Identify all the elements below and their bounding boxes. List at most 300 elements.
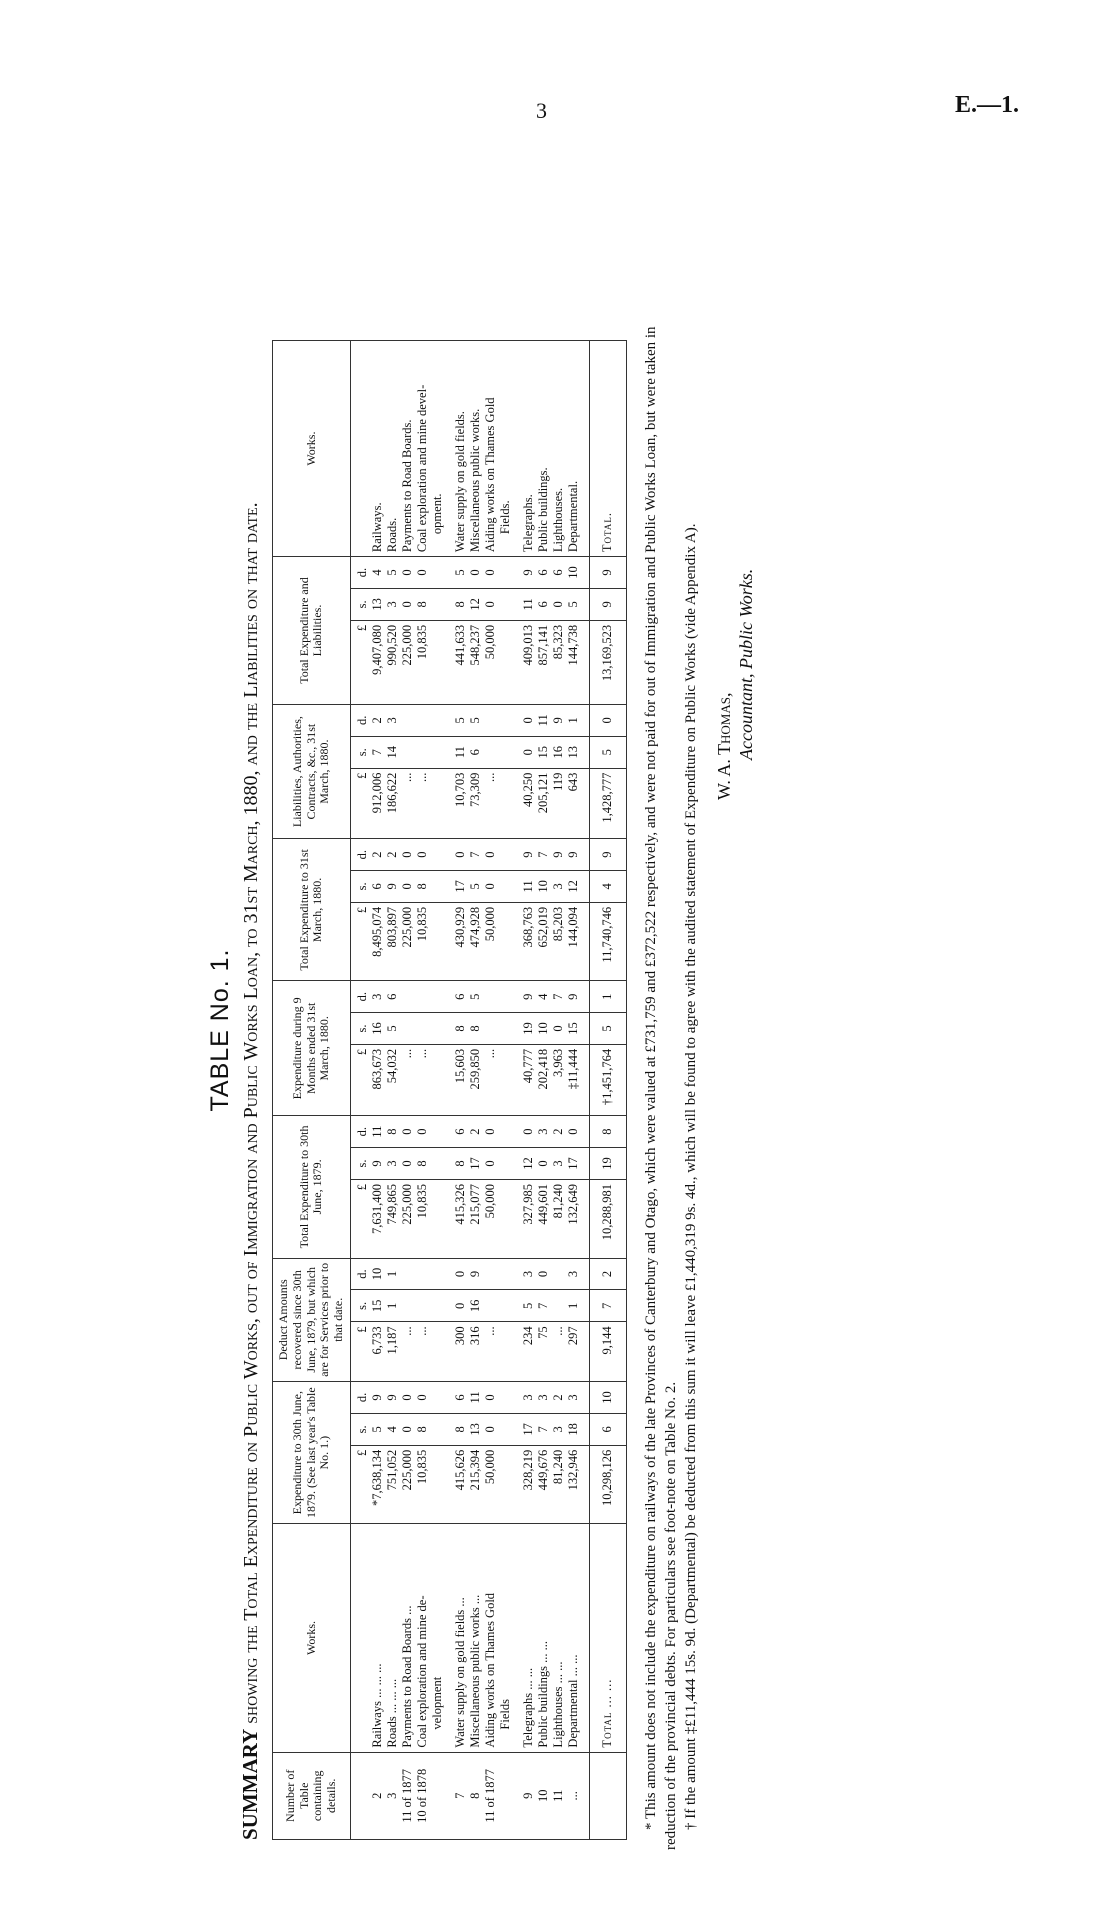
total-to-1880-pounds-cell: 11,740,746 bbox=[589, 902, 626, 981]
table-row bbox=[468, 341, 483, 1840]
exp-to-1879-shillings-cell: 0 bbox=[400, 1413, 415, 1445]
total-exp-liab-pounds-cell: 409,013 bbox=[521, 620, 536, 704]
table-body bbox=[350, 341, 626, 1840]
total-exp-liab-pence-cell: 5 bbox=[385, 557, 400, 589]
total-to-1879-shillings-cell bbox=[430, 1148, 445, 1180]
total-exp-liab-pounds-cell: 9,407,080 bbox=[370, 620, 385, 704]
deduct-shillings-cell bbox=[498, 1290, 513, 1322]
spacer-cell bbox=[581, 620, 590, 704]
unit-shilling: s. bbox=[350, 588, 370, 620]
deduct-shillings-cell bbox=[430, 1290, 445, 1322]
total-to-1880-shillings-cell bbox=[430, 870, 445, 902]
works-right-cell: Public buildings. bbox=[536, 341, 551, 557]
total-exp-liab-shillings-cell: 3 bbox=[385, 588, 400, 620]
table-row bbox=[370, 341, 385, 1840]
total-to-1880-pounds-cell: 652,019 bbox=[536, 902, 551, 981]
works-right-cell: Miscellaneous public works. bbox=[468, 341, 483, 557]
deduct-pence-cell: 3 bbox=[566, 1258, 581, 1290]
paper-reference: E.—1. bbox=[955, 92, 1020, 118]
total-to-1880-pence-cell: 7 bbox=[468, 839, 483, 871]
exp-9-months-shillings-cell: 8 bbox=[468, 1013, 483, 1045]
total-to-1880-pounds-cell: 10,835 bbox=[415, 902, 430, 981]
table-ref-cell bbox=[589, 1752, 626, 1839]
liabilities-shillings-cell: 13 bbox=[566, 736, 581, 768]
spacer-cell bbox=[513, 1445, 521, 1524]
total-exp-liab-pence-cell: 10 bbox=[566, 557, 581, 589]
exp-9-months-shillings-cell bbox=[498, 1013, 513, 1045]
total-exp-liab-pence-cell: 0 bbox=[483, 557, 498, 589]
unit-pence: d. bbox=[350, 839, 370, 871]
exp-9-months-shillings-cell bbox=[415, 1013, 430, 1045]
total-to-1879-shillings-cell: 8 bbox=[415, 1148, 430, 1180]
table-row bbox=[536, 341, 551, 1840]
exp-9-months-pounds-cell: †1,451,764 bbox=[589, 1044, 626, 1115]
deduct-pence-cell bbox=[551, 1258, 566, 1290]
liabilities-shillings-cell: 6 bbox=[468, 736, 483, 768]
table-ref-cell bbox=[498, 1752, 513, 1839]
spacer-cell bbox=[513, 620, 521, 704]
spacer-cell bbox=[581, 902, 590, 981]
spacer-cell bbox=[513, 1013, 521, 1045]
total-exp-liab-pence-cell: 5 bbox=[453, 557, 468, 589]
spacer-cell bbox=[581, 981, 590, 1013]
total-to-1879-pounds-cell: 215,077 bbox=[468, 1179, 483, 1258]
liabilities-shillings-cell: 0 bbox=[521, 736, 536, 768]
exp-to-1879-pence-cell: 2 bbox=[551, 1381, 566, 1413]
exp-9-months-pence-cell bbox=[415, 981, 430, 1013]
spacer-cell bbox=[445, 1524, 453, 1752]
total-exp-liab-pence-cell: 6 bbox=[551, 557, 566, 589]
liabilities-pounds-cell: 73,309 bbox=[468, 768, 483, 839]
spacer-cell bbox=[581, 1116, 590, 1148]
exp-to-1879-pounds-cell: 449,676 bbox=[536, 1445, 551, 1524]
summary-title-lead: SUMMARY bbox=[238, 1728, 262, 1840]
spacer-cell bbox=[581, 704, 590, 736]
spacer-cell bbox=[513, 870, 521, 902]
total-to-1879-shillings-cell: 17 bbox=[566, 1148, 581, 1180]
total-to-1880-shillings-cell: 11 bbox=[521, 870, 536, 902]
liabilities-pounds-cell: 1,428,777 bbox=[589, 768, 626, 839]
total-exp-liab-pounds-cell: 144,738 bbox=[566, 620, 581, 704]
total-to-1879-shillings-cell bbox=[498, 1148, 513, 1180]
table-row bbox=[430, 341, 445, 1840]
col-header-deduct: Deduct Amounts recovered since 30th June, 1879, but which are for Services prior to that date. bbox=[273, 1258, 351, 1381]
footnote-dagger: † If the amount ‡£11,444 15s. 9d. (Departmental) be deducted from this sum it will leave £1,440,319 9s. 4d., which will be found to agree with the audited statement of Expenditure on Public Works (vide Appendix A). bbox=[682, 523, 699, 1830]
spacer-cell bbox=[581, 1524, 590, 1752]
total-exp-liab-pounds-cell: 990,520 bbox=[385, 620, 400, 704]
total-exp-liab-shillings-cell: 11 bbox=[521, 588, 536, 620]
table-ref-cell: 7 bbox=[453, 1752, 468, 1839]
total-to-1879-pounds-cell: 415,326 bbox=[453, 1179, 468, 1258]
total-to-1880-pence-cell: 2 bbox=[385, 839, 400, 871]
total-to-1880-pounds-cell: 50,000 bbox=[483, 902, 498, 981]
unit-pound: £ bbox=[350, 768, 370, 839]
exp-9-months-pence-cell: 4 bbox=[536, 981, 551, 1013]
unit-shilling: s. bbox=[350, 736, 370, 768]
total-to-1880-shillings-cell: 0 bbox=[483, 870, 498, 902]
works-cell: Total ... ... bbox=[589, 1524, 626, 1752]
spacer-cell bbox=[581, 1381, 590, 1413]
spacer-cell bbox=[445, 1148, 453, 1180]
exp-9-months-shillings-cell: 19 bbox=[521, 1013, 536, 1045]
exp-9-months-pence-cell bbox=[483, 981, 498, 1013]
total-to-1880-pence-cell: 0 bbox=[400, 839, 415, 871]
liabilities-shillings-cell bbox=[415, 736, 430, 768]
spacer-cell bbox=[445, 704, 453, 736]
spacer-cell bbox=[445, 557, 453, 589]
exp-9-months-pence-cell bbox=[498, 981, 513, 1013]
exp-9-months-shillings-cell: 5 bbox=[589, 1013, 626, 1045]
spacer-cell bbox=[513, 736, 521, 768]
liabilities-pence-cell: 1 bbox=[566, 704, 581, 736]
total-to-1880-pounds-cell: 474,928 bbox=[468, 902, 483, 981]
col-header-liabilities: Liabilities, Authorities, Contracts, &c., 31st March, 1880. bbox=[273, 704, 351, 839]
total-to-1880-pence-cell: 9 bbox=[566, 839, 581, 871]
total-to-1880-shillings-cell: 10 bbox=[536, 870, 551, 902]
deduct-shillings-cell: 7 bbox=[589, 1290, 626, 1322]
liabilities-shillings-cell: 5 bbox=[589, 736, 626, 768]
liabilities-shillings-cell: 16 bbox=[551, 736, 566, 768]
table-row bbox=[400, 341, 415, 1840]
total-to-1880-pounds-cell bbox=[430, 902, 445, 981]
deduct-shillings-cell bbox=[400, 1290, 415, 1322]
spacer-cell bbox=[445, 1044, 453, 1115]
exp-9-months-shillings-cell: 15 bbox=[566, 1013, 581, 1045]
exp-9-months-pounds-cell bbox=[430, 1044, 445, 1115]
works-right-cell: Payments to Road Boards. bbox=[400, 341, 415, 557]
total-to-1880-shillings-cell: 6 bbox=[370, 870, 385, 902]
spacer-cell bbox=[581, 1413, 590, 1445]
spacer-cell bbox=[581, 1179, 590, 1258]
spacer-cell bbox=[445, 870, 453, 902]
summary-title-rest: showing the Total Expenditure on Public Works, out of Immigration and Public Works Loan, to 31st March, 1880, and the Liabilities on that date. bbox=[240, 502, 262, 1724]
col-header-exp-to-1879: Expenditure to 30th June, 1879. (See last year's Table No. 1.) bbox=[273, 1381, 351, 1523]
spacer-cell bbox=[445, 588, 453, 620]
unit-pence: d. bbox=[350, 981, 370, 1013]
total-to-1879-pence-cell: 0 bbox=[415, 1116, 430, 1148]
col-header-total-to-1880: Total Expenditure to 31st March, 1880. bbox=[273, 839, 351, 981]
spacer-cell bbox=[513, 341, 521, 557]
liabilities-pounds-cell: ... bbox=[400, 768, 415, 839]
total-row bbox=[589, 341, 626, 1840]
signature-role: Accountant, Public Works. bbox=[735, 568, 756, 760]
table-ref-cell: 10 bbox=[536, 1752, 551, 1839]
spacer-cell bbox=[445, 1752, 453, 1839]
total-exp-liab-shillings-cell: 9 bbox=[589, 588, 626, 620]
liabilities-pounds-cell bbox=[430, 768, 445, 839]
liabilities-pence-cell bbox=[483, 704, 498, 736]
spacer-cell bbox=[581, 870, 590, 902]
works-cell: Water supply on gold fields ... bbox=[453, 1524, 468, 1752]
total-exp-liab-shillings-cell: 8 bbox=[415, 588, 430, 620]
exp-9-months-shillings-cell bbox=[430, 1013, 445, 1045]
total-exp-liab-shillings-cell: 0 bbox=[551, 588, 566, 620]
table-row bbox=[385, 341, 400, 1840]
total-to-1879-pence-cell: 6 bbox=[453, 1116, 468, 1148]
unit-shilling: s. bbox=[350, 1148, 370, 1180]
exp-9-months-shillings-cell: 0 bbox=[551, 1013, 566, 1045]
works-cell: Miscellaneous public works ... bbox=[468, 1524, 483, 1752]
works-right-cell: Lighthouses. bbox=[551, 341, 566, 557]
exp-9-months-pence-cell: 5 bbox=[468, 981, 483, 1013]
exp-to-1879-shillings-cell bbox=[430, 1413, 445, 1445]
liabilities-pence-cell: 5 bbox=[453, 704, 468, 736]
total-exp-liab-pounds-cell: 10,835 bbox=[415, 620, 430, 704]
liabilities-pence-cell bbox=[498, 704, 513, 736]
spacer-cell bbox=[513, 1044, 521, 1115]
total-to-1880-pounds-cell: 8,495,074 bbox=[370, 902, 385, 981]
unit-pound: £ bbox=[350, 1445, 370, 1524]
total-to-1879-shillings-cell: 0 bbox=[400, 1148, 415, 1180]
total-to-1880-pounds-cell: 85,203 bbox=[551, 902, 566, 981]
total-to-1879-pounds-cell: 449,601 bbox=[536, 1179, 551, 1258]
total-to-1879-pence-cell: 8 bbox=[589, 1116, 626, 1148]
exp-to-1879-pounds-cell: 215,394 bbox=[468, 1445, 483, 1524]
unit-pence: d. bbox=[350, 704, 370, 736]
liabilities-shillings-cell: 15 bbox=[536, 736, 551, 768]
spacer-cell bbox=[445, 1413, 453, 1445]
rotated-table-sheet bbox=[200, 180, 1080, 1880]
exp-to-1879-pence-cell: 3 bbox=[536, 1381, 551, 1413]
total-to-1879-pence-cell: 0 bbox=[566, 1116, 581, 1148]
exp-to-1879-pounds-cell: 225,000 bbox=[400, 1445, 415, 1524]
total-exp-liab-shillings-cell: 5 bbox=[566, 588, 581, 620]
table-ref-cell: 3 bbox=[385, 1752, 400, 1839]
spacer-cell bbox=[513, 902, 521, 981]
total-exp-liab-shillings-cell: 12 bbox=[468, 588, 483, 620]
exp-9-months-pounds-cell: 54,032 bbox=[385, 1044, 400, 1115]
exp-to-1879-shillings-cell: 17 bbox=[521, 1413, 536, 1445]
spacer-cell bbox=[513, 1524, 521, 1752]
total-to-1880-shillings-cell bbox=[498, 870, 513, 902]
exp-9-months-pounds-cell: 259,850 bbox=[468, 1044, 483, 1115]
spacer-cell bbox=[445, 768, 453, 839]
exp-9-months-pence-cell: 3 bbox=[370, 981, 385, 1013]
deduct-shillings-cell: 7 bbox=[536, 1290, 551, 1322]
liabilities-pounds-cell bbox=[498, 768, 513, 839]
summary-table bbox=[272, 340, 627, 1840]
exp-9-months-pence-cell bbox=[430, 981, 445, 1013]
total-to-1879-shillings-cell: 3 bbox=[385, 1148, 400, 1180]
total-to-1879-pounds-cell bbox=[430, 1179, 445, 1258]
exp-9-months-pounds-cell: 202,418 bbox=[536, 1044, 551, 1115]
works-right-cell: Departmental. bbox=[566, 341, 581, 557]
liabilities-pounds-cell: ... bbox=[415, 768, 430, 839]
unit-pound: £ bbox=[350, 1044, 370, 1115]
footnote-star: * This amount does not include the expenditure on railways of the late Provinces of Canterbury and Otago, which were valued at £731,759 and £372,522 respectively, and were not paid for out of Immigration and Public Works Loan, but were taken in reduction of the provincial debts. For particulars see foot-note on Table No. 2. bbox=[642, 326, 679, 1850]
total-to-1879-pence-cell: 8 bbox=[385, 1116, 400, 1148]
deduct-shillings-cell: 1 bbox=[385, 1290, 400, 1322]
exp-9-months-pounds-cell: 15,603 bbox=[453, 1044, 468, 1115]
total-exp-liab-pence-cell: 6 bbox=[536, 557, 551, 589]
deduct-pounds-cell: 316 bbox=[468, 1322, 483, 1382]
exp-to-1879-pence-cell: 9 bbox=[385, 1381, 400, 1413]
total-to-1879-pounds-cell: 132,649 bbox=[566, 1179, 581, 1258]
spacer-cell bbox=[581, 1258, 590, 1290]
total-to-1879-pounds-cell: 749,865 bbox=[385, 1179, 400, 1258]
spacer-cell bbox=[581, 1752, 590, 1839]
liabilities-pence-cell: 0 bbox=[589, 704, 626, 736]
exp-to-1879-pence-cell: 10 bbox=[589, 1381, 626, 1413]
total-to-1879-pence-cell bbox=[498, 1116, 513, 1148]
table-row bbox=[483, 341, 498, 1840]
unit-pound: £ bbox=[350, 1179, 370, 1258]
total-exp-liab-shillings-cell bbox=[498, 588, 513, 620]
exp-9-months-shillings-cell: 16 bbox=[370, 1013, 385, 1045]
deduct-pounds-cell: ... bbox=[415, 1322, 430, 1382]
works-cell: Payments to Road Boards ... bbox=[400, 1524, 415, 1752]
exp-9-months-pounds-cell: ... bbox=[483, 1044, 498, 1115]
exp-to-1879-pounds-cell: *7,638,134 bbox=[370, 1445, 385, 1524]
liabilities-pence-cell bbox=[430, 704, 445, 736]
deduct-pounds-cell: 9,144 bbox=[589, 1322, 626, 1382]
total-to-1879-pence-cell bbox=[430, 1116, 445, 1148]
spacer-cell bbox=[581, 736, 590, 768]
table-ref-cell: 10 of 1878 bbox=[415, 1752, 430, 1839]
exp-to-1879-pence-cell: 6 bbox=[453, 1381, 468, 1413]
deduct-pounds-cell bbox=[430, 1322, 445, 1382]
works-cell: velopment bbox=[430, 1524, 445, 1752]
unit-pound: £ bbox=[350, 1322, 370, 1382]
exp-9-months-pence-cell: 9 bbox=[521, 981, 536, 1013]
total-to-1880-pounds-cell: 225,000 bbox=[400, 902, 415, 981]
table-ref-cell: ... bbox=[566, 1752, 581, 1839]
exp-to-1879-shillings-cell: 7 bbox=[536, 1413, 551, 1445]
exp-to-1879-pounds-cell: 50,000 bbox=[483, 1445, 498, 1524]
exp-to-1879-pence-cell: 0 bbox=[415, 1381, 430, 1413]
works-cell: Aiding works on Thames Gold bbox=[483, 1524, 498, 1752]
total-to-1879-pence-cell: 2 bbox=[551, 1116, 566, 1148]
total-exp-liab-pence-cell: 4 bbox=[370, 557, 385, 589]
total-exp-liab-pounds-cell: 50,000 bbox=[483, 620, 498, 704]
total-to-1879-pence-cell: 3 bbox=[536, 1116, 551, 1148]
spacer-cell bbox=[445, 341, 453, 557]
liabilities-pence-cell: 9 bbox=[551, 704, 566, 736]
total-to-1880-pence-cell: 0 bbox=[453, 839, 468, 871]
total-to-1879-pounds-cell: 225,000 bbox=[400, 1179, 415, 1258]
deduct-shillings-cell: 15 bbox=[370, 1290, 385, 1322]
table-row bbox=[498, 341, 513, 1840]
spacer-cell bbox=[445, 1116, 453, 1148]
total-to-1880-pence-cell: 9 bbox=[551, 839, 566, 871]
total-exp-liab-pounds-cell bbox=[430, 620, 445, 704]
summary-title bbox=[238, 180, 272, 1840]
deduct-pence-cell: 3 bbox=[521, 1258, 536, 1290]
col-header-number: Number of Table containing details. bbox=[273, 1752, 351, 1839]
liabilities-pounds-cell: 186,622 bbox=[385, 768, 400, 839]
total-to-1880-pence-cell: 2 bbox=[370, 839, 385, 871]
exp-to-1879-shillings-cell: 0 bbox=[483, 1413, 498, 1445]
liabilities-pence-cell bbox=[400, 704, 415, 736]
exp-to-1879-pence-cell bbox=[430, 1381, 445, 1413]
deduct-pounds-cell: 6,733 bbox=[370, 1322, 385, 1382]
exp-9-months-pounds-cell: 40,777 bbox=[521, 1044, 536, 1115]
table-row bbox=[551, 341, 566, 1840]
works-right-cell: Aiding works on Thames Gold bbox=[483, 341, 498, 557]
table-ref-cell bbox=[430, 1752, 445, 1839]
deduct-pence-cell: 1 bbox=[385, 1258, 400, 1290]
works-right-cell: Railways. bbox=[370, 341, 385, 557]
total-exp-liab-pounds-cell bbox=[498, 620, 513, 704]
deduct-shillings-cell bbox=[551, 1290, 566, 1322]
col-header-works: Works. bbox=[273, 1524, 351, 1752]
total-to-1879-pounds-cell: 50,000 bbox=[483, 1179, 498, 1258]
total-to-1879-shillings-cell: 12 bbox=[521, 1148, 536, 1180]
table-row bbox=[566, 341, 581, 1840]
spacer-cell bbox=[581, 1290, 590, 1322]
liabilities-pounds-cell: 119 bbox=[551, 768, 566, 839]
deduct-shillings-cell bbox=[483, 1290, 498, 1322]
total-to-1880-pence-cell bbox=[498, 839, 513, 871]
exp-to-1879-pounds-cell: 328,219 bbox=[521, 1445, 536, 1524]
spacer-cell bbox=[513, 1381, 521, 1413]
exp-9-months-pence-cell: 1 bbox=[589, 981, 626, 1013]
total-to-1879-pounds-cell: 327,985 bbox=[521, 1179, 536, 1258]
exp-to-1879-shillings-cell: 18 bbox=[566, 1413, 581, 1445]
deduct-pounds-cell: 75 bbox=[536, 1322, 551, 1382]
total-to-1879-pence-cell: 0 bbox=[400, 1116, 415, 1148]
liabilities-pounds-cell: ... bbox=[483, 768, 498, 839]
total-to-1879-pounds-cell: 10,288,981 bbox=[589, 1179, 626, 1258]
total-to-1879-shillings-cell: 8 bbox=[453, 1148, 468, 1180]
total-exp-liab-shillings-cell: 6 bbox=[536, 588, 551, 620]
exp-to-1879-pounds-cell bbox=[498, 1445, 513, 1524]
exp-to-1879-shillings-cell bbox=[498, 1413, 513, 1445]
total-exp-liab-shillings-cell: 0 bbox=[483, 588, 498, 620]
spacer-cell bbox=[581, 588, 590, 620]
total-to-1879-pence-cell: 11 bbox=[370, 1116, 385, 1148]
works-cell: Roads ... ... ... bbox=[385, 1524, 400, 1752]
total-exp-liab-pence-cell bbox=[498, 557, 513, 589]
spacer-cell bbox=[581, 1322, 590, 1382]
deduct-pence-cell bbox=[498, 1258, 513, 1290]
signature-name: W. A. Thomas, bbox=[713, 692, 734, 800]
spacer-cell bbox=[581, 1445, 590, 1524]
exp-to-1879-pounds-cell: 81,240 bbox=[551, 1445, 566, 1524]
table-ref-cell: 11 bbox=[551, 1752, 566, 1839]
spacer-cell bbox=[581, 1044, 590, 1115]
exp-9-months-pence-cell: 9 bbox=[566, 981, 581, 1013]
spacer-cell bbox=[445, 736, 453, 768]
unit-pound: £ bbox=[350, 902, 370, 981]
total-to-1880-shillings-cell: 5 bbox=[468, 870, 483, 902]
liabilities-pounds-cell: 10,703 bbox=[453, 768, 468, 839]
total-to-1879-shillings-cell: 9 bbox=[370, 1148, 385, 1180]
footnotes bbox=[641, 290, 701, 1850]
spacer-cell bbox=[513, 1322, 521, 1382]
spacer-cell bbox=[581, 768, 590, 839]
spacer-cell bbox=[445, 839, 453, 871]
exp-to-1879-pence-cell: 0 bbox=[400, 1381, 415, 1413]
total-to-1880-shillings-cell: 9 bbox=[385, 870, 400, 902]
exp-to-1879-pence-cell: 3 bbox=[521, 1381, 536, 1413]
exp-to-1879-pence-cell: 11 bbox=[468, 1381, 483, 1413]
spacer-row bbox=[445, 341, 453, 1840]
works-cell: Departmental ... ... bbox=[566, 1524, 581, 1752]
total-exp-liab-shillings-cell: 0 bbox=[400, 588, 415, 620]
spacer-cell bbox=[513, 1179, 521, 1258]
exp-to-1879-pounds-cell bbox=[430, 1445, 445, 1524]
spacer-cell bbox=[513, 1258, 521, 1290]
col-header-total-to-1879: Total Expenditure to 30th June, 1879. bbox=[273, 1116, 351, 1258]
deduct-pence-cell: 0 bbox=[453, 1258, 468, 1290]
liabilities-shillings-cell: 14 bbox=[385, 736, 400, 768]
total-to-1880-pence-cell: 0 bbox=[415, 839, 430, 871]
exp-to-1879-pence-cell: 9 bbox=[370, 1381, 385, 1413]
exp-to-1879-shillings-cell: 6 bbox=[589, 1413, 626, 1445]
spacer-cell bbox=[513, 557, 521, 589]
works-right-cell: Water supply on gold fields. bbox=[453, 341, 468, 557]
